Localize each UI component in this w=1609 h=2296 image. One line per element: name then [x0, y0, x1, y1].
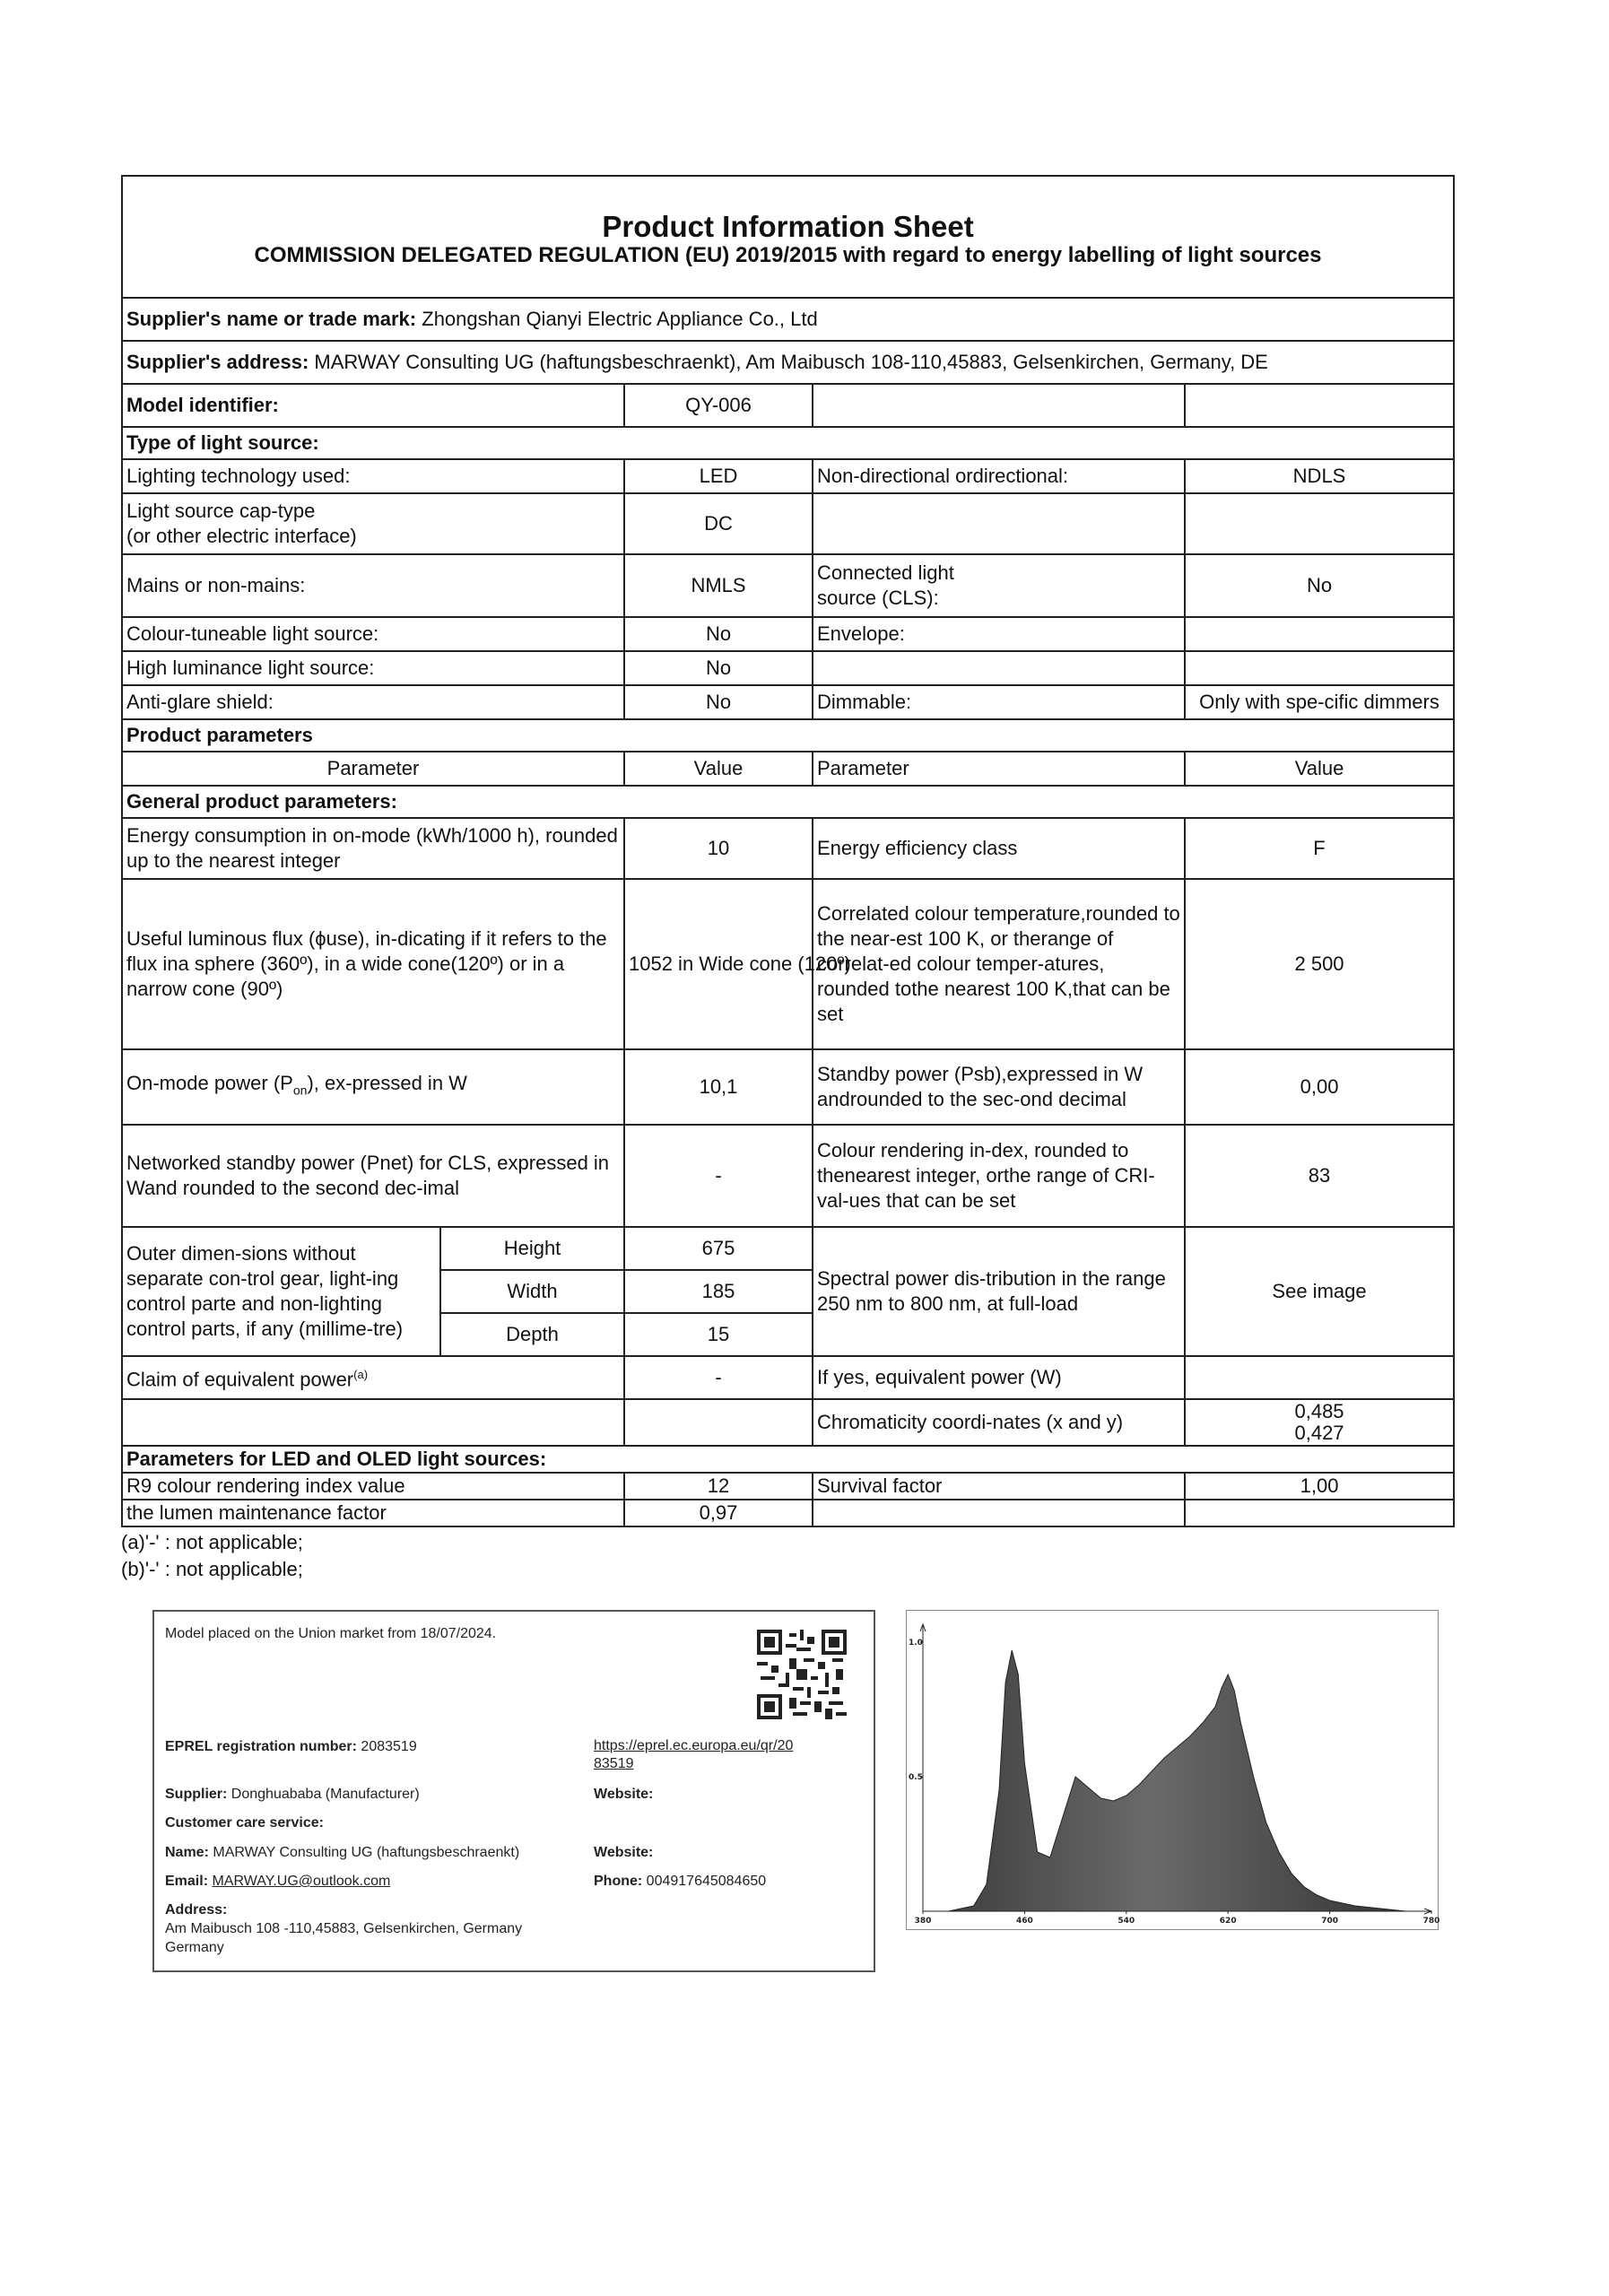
eprel-label-box — [152, 1610, 875, 1972]
empty-cell — [624, 1399, 813, 1446]
cls-label-line1: Connected light — [817, 561, 954, 584]
param-header-2: Parameter — [813, 752, 1185, 786]
eprel-contact-name — [165, 1845, 519, 1861]
x-tick-label: 780 — [1422, 1917, 1440, 1926]
outer-dimensions-label: Outer dimen-sions without separate con-trol gear, light-ing control parte and non-lighting control parts, if any (millime-tre) — [122, 1227, 440, 1356]
eprel-registration-label: EPREL registration number: — [165, 1739, 357, 1754]
spectral-distribution-value: See image — [1185, 1227, 1454, 1356]
height-value: 675 — [624, 1227, 813, 1270]
info-table — [121, 175, 1455, 1527]
cap-type-label-line1: Light source cap-type — [126, 500, 316, 522]
claim-equivalent-text: Claim of equivalent power — [126, 1368, 354, 1391]
supplier-address-row — [122, 341, 1454, 384]
empty-cell — [813, 384, 1185, 427]
footnote-a: (a)'-' : not applicable; — [121, 1531, 303, 1553]
lumen-maintenance-value: 0,97 — [624, 1500, 813, 1526]
spd-series-area — [923, 1650, 1431, 1911]
general-parameters-heading: General product parameters: — [122, 786, 1454, 818]
eprel-supplier-label: Supplier: — [165, 1787, 228, 1802]
qr-code-icon — [757, 1630, 847, 1719]
empty-cell — [1185, 1500, 1454, 1526]
eprel-supplier — [165, 1787, 420, 1803]
y-tick-label: 0.5 — [909, 1773, 923, 1782]
supplier-address-value: MARWAY Consulting UG (haftungsbeschraenkt), Am Maibusch 108-110,45883, Gelsenkirchen, Germany, DE — [314, 351, 1268, 373]
empty-cell — [813, 1500, 1185, 1526]
y-tick-label: 1.0 — [909, 1639, 923, 1648]
empty-cell — [1185, 651, 1454, 685]
r9-label: R9 colour rendering index value — [122, 1473, 624, 1500]
spectral-power-chart — [906, 1610, 1439, 1930]
customer-care-heading: Customer care service: — [165, 1815, 324, 1831]
empty-cell — [813, 493, 1185, 554]
cri-label: Colour rendering in-dex, rounded to thenearest integer, orthe range of CRI-val-ues that can be set — [813, 1125, 1185, 1227]
eprel-address-line1: Am Maibusch 108 -110,45883, Gelsenkirchen, Germany — [165, 1921, 523, 1936]
title-cell — [122, 176, 1454, 298]
networked-standby-value: - — [624, 1125, 813, 1227]
cct-label: Correlated colour temperature,rounded to the near-est 100 K, or therange of correlat-ed colour temper-atures, rounded tothe nearest 100 K,that can be set — [813, 879, 1185, 1049]
on-mode-power-subscript: on — [292, 1083, 308, 1098]
supplier-address-label: Supplier's address: — [126, 351, 309, 373]
eprel-address-label: Address: — [165, 1902, 228, 1918]
chromaticity-label: Chromaticity coordi-nates (x and y) — [813, 1399, 1185, 1446]
eprel-website-label-2: Website: — [594, 1845, 654, 1860]
lumen-maintenance-label: the lumen maintenance factor — [122, 1500, 624, 1526]
regulation-subtitle: COMMISSION DELEGATED REGULATION (EU) 2019/2015 with regard to energy labelling of light sources — [254, 243, 1322, 267]
value-header-2: Value — [1185, 752, 1454, 786]
survival-factor-label: Survival factor — [813, 1473, 1185, 1500]
claim-equivalent-value: - — [624, 1356, 813, 1399]
energy-consumption-value: 10 — [624, 818, 813, 879]
r9-value: 12 — [624, 1473, 813, 1500]
param-header: Parameter — [122, 752, 624, 786]
eprel-url-line2[interactable]: 83519 — [594, 1756, 634, 1771]
supplier-name-value: Zhongshan Qianyi Electric Appliance Co., Ltd — [422, 308, 818, 330]
directional-label: Non-directional ordirectional: — [813, 459, 1185, 493]
depth-value: 15 — [624, 1313, 813, 1356]
directional-value: NDLS — [1185, 459, 1454, 493]
cls-label-line2: source (CLS): — [817, 587, 939, 609]
eprel-website-label-1: Website: — [594, 1787, 654, 1802]
eprel-url-line1[interactable]: https://eprel.ec.europa.eu/qr/20 — [594, 1738, 794, 1753]
empty-cell — [813, 651, 1185, 685]
cap-type-label — [122, 493, 624, 554]
high-luminance-value: No — [624, 651, 813, 685]
on-mode-power-label — [122, 1049, 624, 1125]
on-mode-power-label-post: ), ex-pressed in W — [307, 1072, 467, 1095]
eprel-name-value: MARWAY Consulting UG (haftungsbeschraenkt) — [213, 1845, 520, 1860]
cri-value: 83 — [1185, 1125, 1454, 1227]
product-information-sheet — [121, 175, 1453, 1583]
mains-label: Mains or non-mains: — [122, 554, 624, 617]
energy-class-value: F — [1185, 818, 1454, 879]
eprel-registration — [165, 1739, 417, 1755]
energy-class-label: Energy efficiency class — [813, 818, 1185, 879]
colour-tuneable-value: No — [624, 617, 813, 651]
x-tick-label: 540 — [1118, 1917, 1135, 1926]
chromaticity-y: 0,427 — [1294, 1422, 1344, 1444]
eprel-email-link[interactable]: MARWAY.UG@outlook.com — [212, 1874, 391, 1889]
dimmable-value: Only with spe-cific dimmers — [1185, 685, 1454, 719]
supplier-name-row — [122, 298, 1454, 341]
on-mode-power-value: 10,1 — [624, 1049, 813, 1125]
chromaticity-x: 0,485 — [1294, 1400, 1344, 1422]
colour-tuneable-label: Colour-tuneable light source: — [122, 617, 624, 651]
survival-factor-value: 1,00 — [1185, 1473, 1454, 1500]
cct-value: 2 500 — [1185, 879, 1454, 1049]
width-label: Width — [440, 1270, 624, 1313]
chromaticity-value — [1185, 1399, 1454, 1446]
x-tick-label: 700 — [1321, 1917, 1338, 1926]
claim-equivalent-footnote: (a) — [353, 1368, 369, 1382]
value-header: Value — [624, 752, 813, 786]
anti-glare-value: No — [624, 685, 813, 719]
type-section-heading: Type of light source: — [122, 427, 1454, 459]
eprel-registration-value: 2083519 — [361, 1739, 417, 1754]
model-value: QY-006 — [624, 384, 813, 427]
eprel-email-label: Email: — [165, 1874, 209, 1889]
footnote-b: (b)'-' : not applicable; — [121, 1558, 303, 1580]
empty-cell — [1185, 384, 1454, 427]
envelope-value — [1185, 617, 1454, 651]
depth-label: Depth — [440, 1313, 624, 1356]
height-label: Height — [440, 1227, 624, 1270]
x-tick-label: 620 — [1219, 1917, 1237, 1926]
networked-standby-label: Networked standby power (Pnet) for CLS, expressed in Wand rounded to the second dec-imal — [122, 1125, 624, 1227]
eprel-name-label: Name: — [165, 1845, 209, 1860]
spectral-distribution-label: Spectral power dis-tribution in the range 250 nm to 800 nm, at full-load — [813, 1227, 1185, 1356]
eprel-email — [165, 1874, 390, 1890]
on-mode-power-label-pre: On-mode power (P — [126, 1072, 293, 1095]
spectral-chart-svg — [907, 1611, 1438, 1929]
width-value: 185 — [624, 1270, 813, 1313]
eprel-phone — [594, 1874, 766, 1890]
equivalent-power-value — [1185, 1356, 1454, 1399]
standby-power-value: 0,00 — [1185, 1049, 1454, 1125]
mains-value: NMLS — [624, 554, 813, 617]
energy-consumption-label: Energy consumption in on-mode (kWh/1000 h), rounded up to the nearest integer — [122, 818, 624, 879]
luminous-flux-label: Useful luminous flux (ϕuse), in-dicating if it refers to the flux ina sphere (360º), in a wide cone(120º) or in a narrow cone (90º) — [122, 879, 624, 1049]
page-title: Product Information Sheet — [602, 210, 974, 243]
claim-equivalent-label — [122, 1356, 624, 1399]
product-parameters-heading: Product parameters — [122, 719, 1454, 752]
x-tick-label: 460 — [1016, 1917, 1033, 1926]
eprel-phone-value: 004917645084650 — [646, 1874, 767, 1889]
equivalent-power-label: If yes, equivalent power (W) — [813, 1356, 1185, 1399]
empty-cell — [122, 1399, 624, 1446]
eprel-address-line2: Germany — [165, 1940, 224, 1955]
lighting-technology-label: Lighting technology used: — [122, 459, 624, 493]
cls-value: No — [1185, 554, 1454, 617]
high-luminance-label: High luminance light source: — [122, 651, 624, 685]
x-tick-label: 380 — [914, 1917, 932, 1926]
model-label: Model identifier: — [122, 384, 624, 427]
standby-power-label: Standby power (Psb),expressed in W androunded to the sec-ond decimal — [813, 1049, 1185, 1125]
eprel-url[interactable] — [594, 1737, 793, 1773]
cap-type-label-line2: (or other electric interface) — [126, 525, 357, 547]
market-placement-text: Model placed on the Union market from 18/07/2024. — [165, 1626, 497, 1641]
dimmable-label: Dimmable: — [813, 685, 1185, 719]
lighting-technology-value: LED — [624, 459, 813, 493]
cls-label — [813, 554, 1185, 617]
empty-cell — [1185, 493, 1454, 554]
supplier-name-label: Supplier's name or trade mark: — [126, 308, 417, 330]
footnotes — [121, 1529, 1453, 1583]
led-parameters-heading: Parameters for LED and OLED light sources: — [122, 1446, 1454, 1473]
luminous-flux-value: 1052 in Wide cone (120º) — [624, 879, 813, 1049]
cap-type-value: DC — [624, 493, 813, 554]
eprel-phone-label: Phone: — [594, 1874, 643, 1889]
anti-glare-label: Anti-glare shield: — [122, 685, 624, 719]
envelope-label: Envelope: — [813, 617, 1185, 651]
eprel-supplier-value: Donghuababa (Manufacturer) — [230, 1787, 420, 1802]
